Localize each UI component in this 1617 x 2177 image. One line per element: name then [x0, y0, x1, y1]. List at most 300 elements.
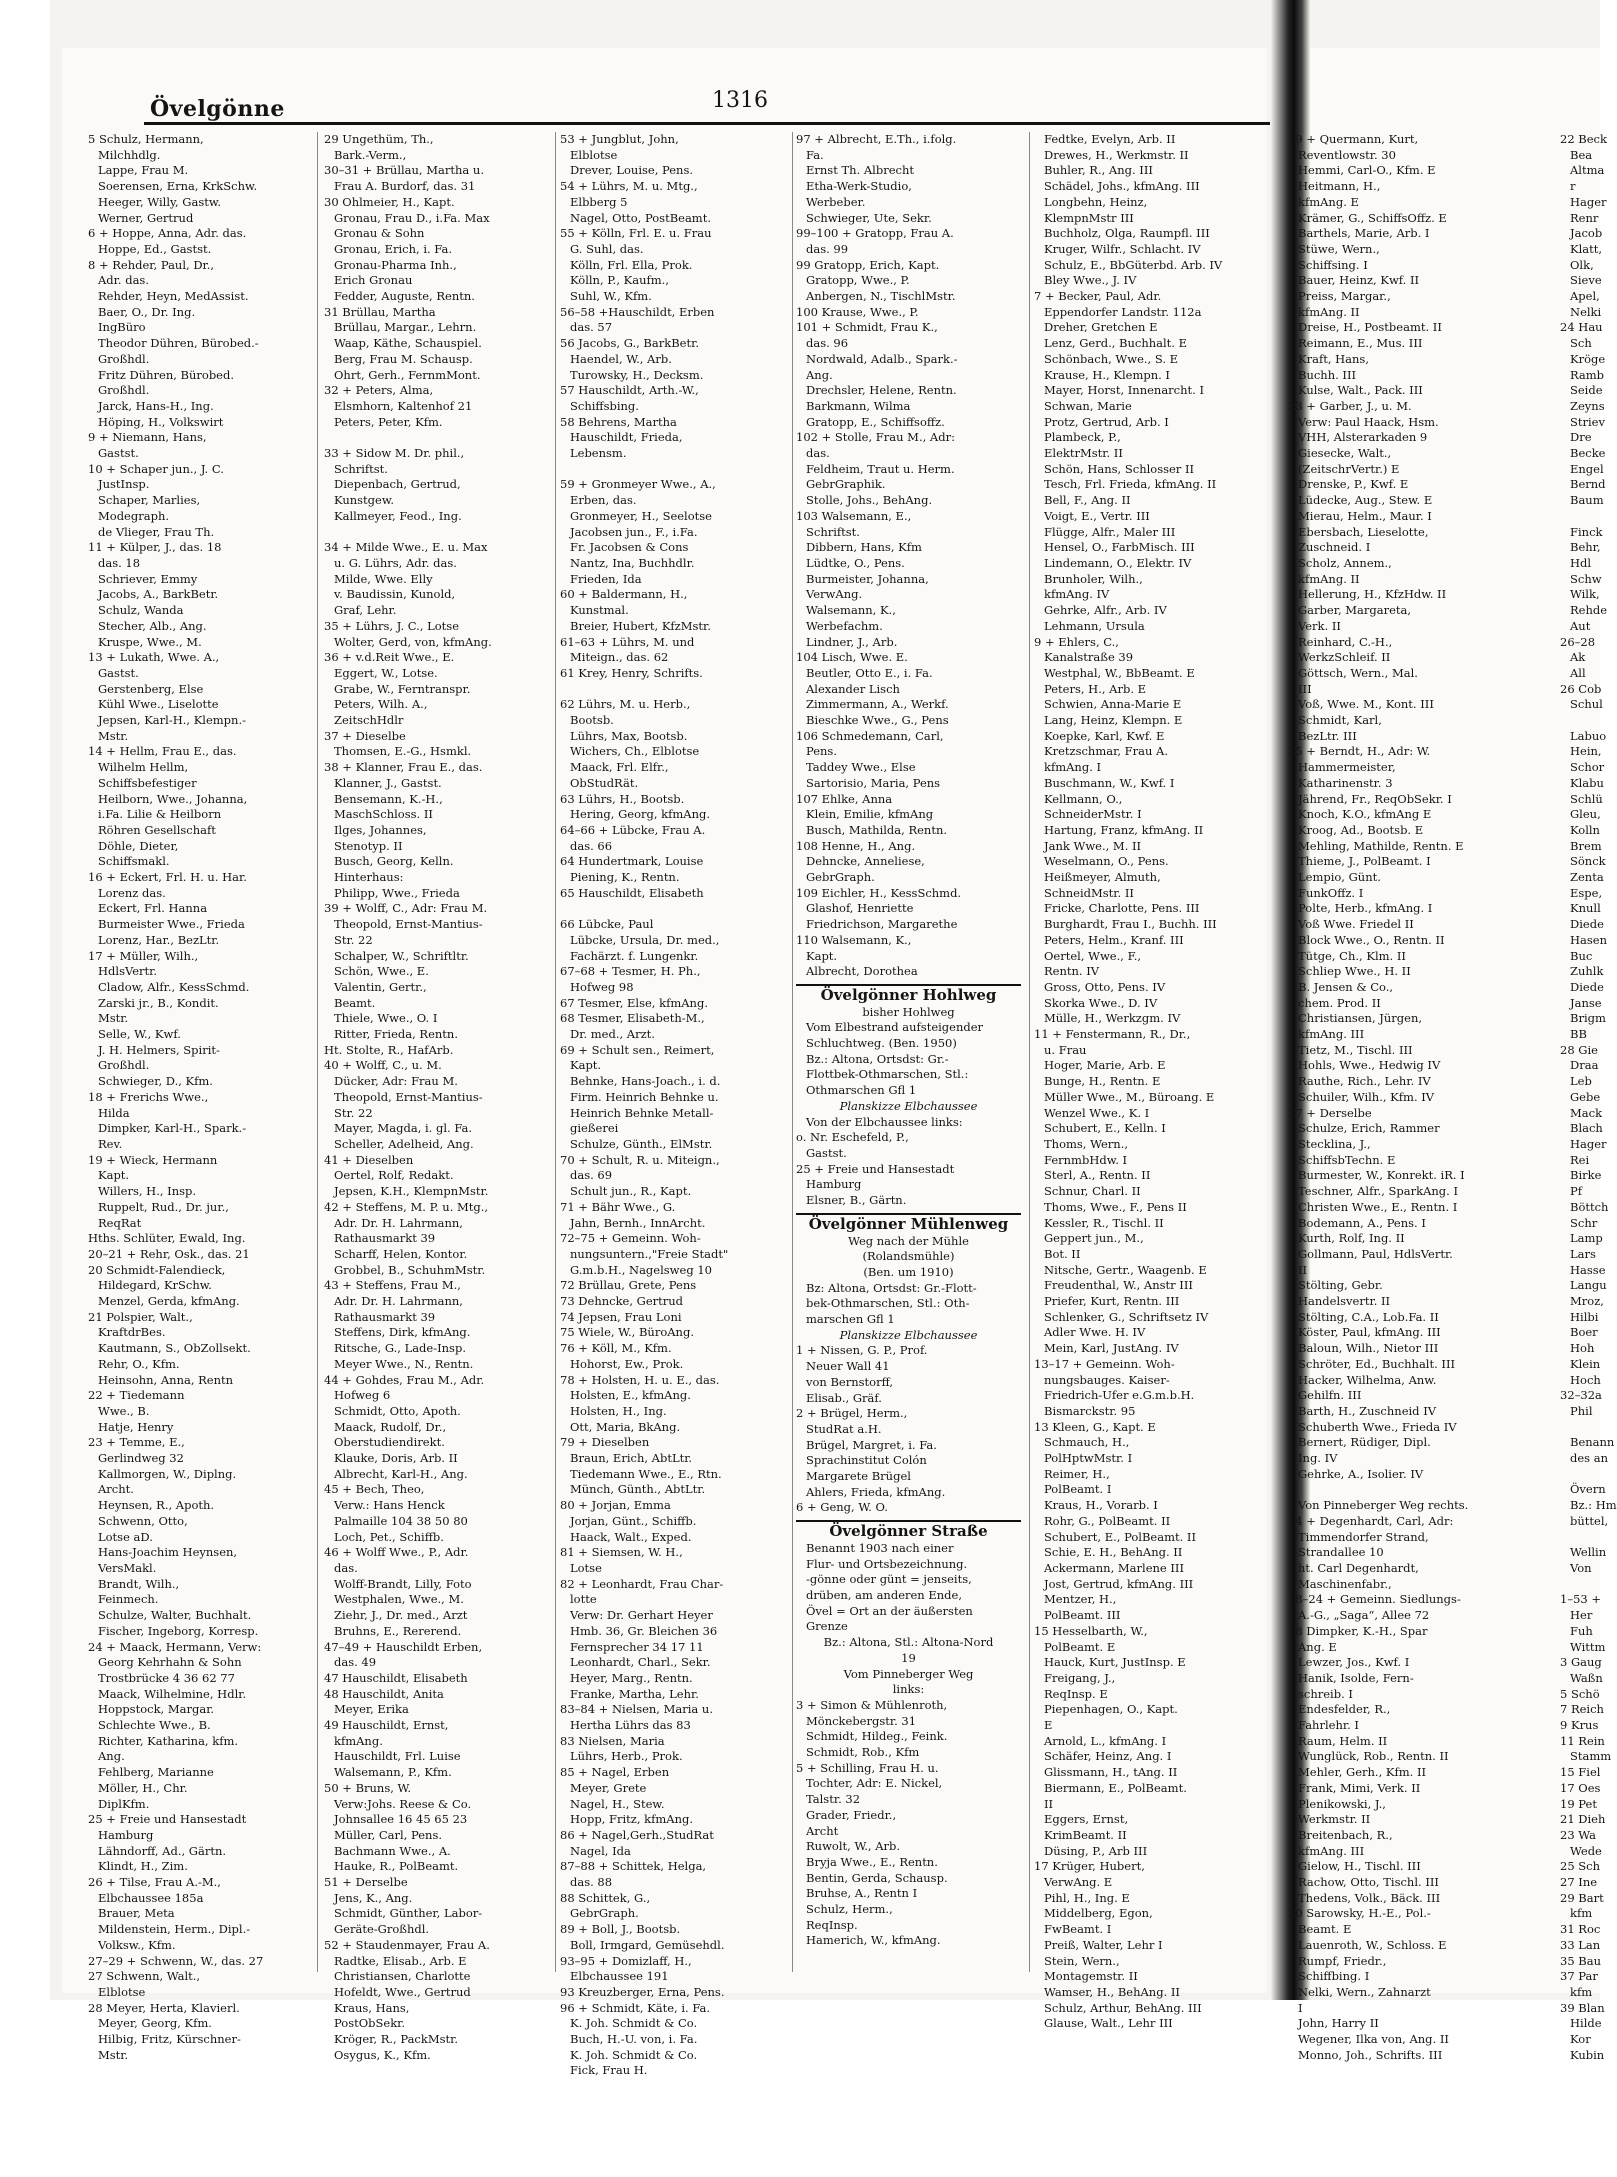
directory-line: 19 Pet	[1560, 1796, 1597, 1811]
directory-line: 45 + Bech, Theo,	[324, 1482, 425, 1497]
directory-line: Dr. med., Arzt.	[570, 1027, 655, 1042]
directory-line: Ohrt, Gerh., FernmMont.	[334, 367, 481, 382]
directory-line: Westphal, W., BbBeamt. E	[1044, 665, 1195, 680]
directory-line: 11 + Külper, J., das. 18	[88, 540, 222, 555]
directory-line: Schiffbing. I	[1298, 1969, 1370, 1984]
directory-line: WerkzSchleif. II	[1298, 650, 1391, 665]
directory-line: Beamt.	[334, 995, 376, 1010]
directory-line: VHH, Alsterarkaden 9	[1298, 430, 1428, 445]
directory-line: FwBeamt. I	[1044, 1922, 1112, 1937]
directory-line: Wichers, Ch., Elblotse	[570, 744, 700, 759]
directory-line: Flur- und Ortsbezeichnung.	[806, 1556, 968, 1571]
directory-line: Mstr.	[98, 728, 129, 743]
directory-line: VersMakl.	[98, 1560, 157, 1575]
directory-line: 97 + Albrecht, E.Th., i.folg.	[796, 132, 957, 146]
directory-line: Gross, Otto, Pens. IV	[1044, 979, 1166, 994]
directory-line: Gastst.	[98, 665, 139, 680]
directory-line: u. G. Lührs, Adr. das.	[334, 555, 457, 570]
directory-line: 20 Sarowsky, H.-E., Pol.-	[1288, 1906, 1431, 1921]
directory-line: Hoppstock, Margar.	[98, 1702, 215, 1717]
directory-line: Block Wwe., O., Rentn. II	[1298, 932, 1445, 947]
directory-line: Ritsche, G., Lade-Insp.	[334, 1341, 466, 1356]
directory-line: Schriever, Emmy	[98, 571, 198, 586]
directory-line: das. 99	[806, 241, 849, 256]
directory-line: Stölting, C.A., Lob.Fa. II	[1298, 1309, 1439, 1324]
directory-line: SchneiderMstr. I	[1044, 807, 1142, 822]
directory-line: Buchh. III	[1298, 367, 1357, 382]
directory-line: Lorenz, Har., BezLtr.	[98, 932, 220, 947]
directory-line: Haack, Walt., Exped.	[570, 1529, 692, 1544]
directory-line: Brigm	[1570, 1011, 1606, 1026]
directory-line: Kubin	[1570, 2047, 1605, 2062]
directory-line: Zeyns	[1570, 398, 1605, 413]
directory-line: kfmAng. E	[1298, 194, 1359, 209]
directory-line: 101 + Schmidt, Frau K.,	[796, 320, 938, 335]
directory-line: Lempio, Günt.	[1298, 870, 1381, 885]
directory-line: lotte	[570, 1592, 597, 1607]
directory-line: gießerei	[570, 1121, 619, 1136]
directory-line: Bernd	[1570, 477, 1606, 492]
directory-line: 52 + Staudenmayer, Frau A.	[324, 1937, 490, 1952]
directory-line: Mstr.	[98, 2047, 129, 2062]
directory-line: Thieme, J., PolBeamt. I	[1298, 854, 1431, 869]
directory-line: Werbeber.	[806, 194, 866, 209]
directory-line: Schubert, E., PolBeamt. II	[1044, 1529, 1196, 1544]
directory-line: Cladow, Alfr., KessSchmd.	[98, 979, 250, 994]
directory-line: Tiedemann Wwe., E., Rtn.	[570, 1466, 722, 1481]
directory-line: Rachow, Otto, Tischl. III	[1298, 1875, 1439, 1890]
directory-line: Schuiler, Wilh., Kfm. IV	[1298, 1089, 1435, 1104]
directory-line: Lorenz das.	[98, 885, 166, 900]
street-section-title: Övelgönner Hohlweg	[796, 984, 1021, 1004]
directory-page	[62, 48, 1267, 2078]
directory-line: Hohls, Wwe., Hedwig IV	[1298, 1058, 1441, 1073]
column-divider	[317, 132, 318, 1972]
directory-line: Gollmann, Paul, HdlsVertr.	[1298, 1246, 1453, 1261]
directory-line: Frau A. Burdorf, das. 31	[334, 179, 476, 194]
directory-line: Weselmann, O., Pens.	[1044, 854, 1169, 869]
directory-line: Schliep Wwe., H. II	[1298, 964, 1411, 979]
directory-line: Hellerung, H., KfzHdw. II	[1298, 587, 1447, 602]
directory-line: (ZeitschrVertr.) E	[1298, 461, 1400, 476]
directory-line: 17 Krüger, Hubert,	[1034, 1859, 1145, 1874]
directory-line: 76 + Köll, M., Kfm.	[560, 1341, 672, 1356]
directory-line: bek-Othmarschen, Stl.: Oth-	[806, 1296, 970, 1311]
directory-line: Stamm	[1570, 1749, 1612, 1764]
directory-line: Jepsen, Karl-H., Klempn.-	[98, 713, 246, 728]
directory-line: Mstr.	[98, 1011, 129, 1026]
directory-line: Giesecke, Walt.,	[1298, 446, 1392, 461]
directory-line: Oertel, Rolf, Redakt.	[334, 1168, 454, 1183]
directory-line: Maack, Rudolf, Dr.,	[334, 1419, 447, 1434]
directory-line: Bz.: Altona, Ortsdst: Gr.-	[806, 1051, 949, 1066]
directory-line: Fischer, Ingeborg, Korresp.	[98, 1623, 259, 1638]
directory-line: Pihl, H., Ing. E	[1044, 1890, 1130, 1905]
directory-line: Gastst.	[98, 446, 139, 461]
directory-line: Lang, Heinz, Klempn. E	[1044, 713, 1183, 728]
directory-line: Ritter, Frieda, Rentn.	[334, 1027, 458, 1042]
directory-line: Voigt, E., Vertr. III	[1044, 508, 1150, 523]
directory-line: Fick, Frau H.	[570, 2063, 648, 2078]
directory-line: Klabu	[1570, 775, 1604, 790]
directory-line: Schulze, Erich, Rammer	[1298, 1121, 1440, 1136]
directory-line: Lappe, Frau M.	[98, 163, 189, 178]
directory-line: Schmidt, Hildeg., Feink.	[806, 1729, 948, 1744]
directory-line: Glissmann, H., tAng. II	[1044, 1765, 1178, 1780]
directory-line: Gielow, H., Tischl. III	[1298, 1859, 1421, 1874]
directory-line: 27 + Derselbe	[1288, 1105, 1372, 1120]
directory-line: Jacob	[1570, 226, 1603, 241]
directory-line: Planskizze Elbchaussee	[839, 1098, 978, 1113]
directory-line: Etha-Werk-Studio,	[806, 179, 912, 194]
directory-line: Espe,	[1570, 885, 1603, 900]
directory-line: Philipp, Wwe., Frieda	[334, 885, 460, 900]
directory-line: Langu	[1570, 1278, 1607, 1293]
directory-line: IngBüro	[98, 320, 146, 335]
directory-line: Willers, H., Insp.	[98, 1184, 197, 1199]
directory-line: Finck	[1570, 524, 1603, 539]
directory-line: Lührs, Max, Bootsb.	[570, 728, 688, 743]
directory-line: Buc	[1570, 948, 1593, 963]
directory-line: Albrecht, Dorothea	[806, 964, 918, 979]
directory-line: Tütge, Ch., Klm. II	[1298, 948, 1406, 963]
directory-line: Longbehn, Heinz,	[1044, 194, 1148, 209]
directory-line: Wegener, Ilka von, Ang. II	[1298, 2032, 1449, 2047]
directory-line: Tesch, Frl. Frieda, kfmAng. II	[1044, 477, 1217, 492]
directory-line: Grobbel, B., SchuhmMstr.	[334, 1262, 486, 1277]
directory-line: 32–32a	[1560, 1388, 1602, 1403]
directory-line: Christen Wwe., E., Rentn. I	[1298, 1199, 1458, 1214]
directory-line: Hertha Lührs das 83	[570, 1718, 691, 1733]
directory-line: Gronau & Sohn	[334, 226, 425, 241]
directory-line: Adler Wwe. H. IV	[1044, 1325, 1146, 1340]
directory-line: Jährend, Fr., ReqObSekr. I	[1298, 791, 1452, 806]
directory-line: Oberstudiendirekt.	[334, 1435, 445, 1450]
directory-line: Rentn. IV	[1044, 964, 1100, 979]
directory-line: Eggert, W., Lotse.	[334, 665, 438, 680]
directory-line: Wenzel Wwe., K. I	[1044, 1105, 1150, 1120]
directory-line: 21 Dieh	[1560, 1812, 1606, 1827]
directory-line: 29 Bart	[1560, 1890, 1604, 1905]
directory-line: 51 + Derselbe	[324, 1875, 408, 1890]
directory-line: Weg nach der Mühle	[848, 1233, 969, 1248]
directory-line: Schädel, Johs., kfmAng. III	[1044, 179, 1200, 194]
directory-line: Benann	[1570, 1435, 1615, 1450]
directory-line: Kapt.	[570, 1058, 602, 1073]
directory-line: John, Harry II	[1298, 2016, 1379, 2031]
directory-line: Hering, Georg, kfmAng.	[570, 807, 711, 822]
directory-line: Göttsch, Wern., Mal.	[1298, 665, 1418, 680]
directory-line: 107 Ehlke, Anna	[796, 791, 893, 806]
directory-line: Gratopp, Wwe., P.	[806, 273, 910, 288]
directory-line: Verw.: Hans Henck	[334, 1498, 445, 1513]
directory-column-2	[324, 132, 549, 2063]
directory-line: 22 + Tiedemann	[88, 1388, 185, 1403]
directory-line: Hanik, Isolde, Fern-	[1298, 1670, 1414, 1685]
directory-line: Albrecht, Karl-H., Ang.	[334, 1466, 468, 1481]
directory-line: Rathausmarkt 39	[334, 1309, 436, 1324]
directory-line: 96 + Schmidt, Käte, i. Fa.	[560, 2000, 711, 2015]
directory-line: Gerstenberg, Else	[98, 681, 204, 696]
directory-line: Brunholer, Wilh.,	[1044, 571, 1143, 586]
directory-line: Gratopp, E., Schiffsoffz.	[806, 414, 945, 429]
directory-line: Wolff-Brandt, Lilly, Foto	[334, 1576, 472, 1591]
directory-line: Hmb. 36, Gr. Bleichen 36	[570, 1623, 718, 1638]
directory-line: 75 Wiele, W., BüroAng.	[560, 1325, 694, 1340]
directory-line	[1560, 713, 1600, 729]
directory-line: Schmidt, Günther, Labor-	[334, 1906, 483, 1921]
directory-line: K. Joh. Schmidt & Co.	[570, 2047, 698, 2062]
directory-line: das.	[334, 1560, 358, 1575]
directory-line: Elbberg 5	[570, 194, 628, 209]
directory-line: Sterl, A., Rentn. II	[1044, 1168, 1151, 1183]
directory-line: Jepsen, K.H., KlempnMstr.	[334, 1184, 489, 1199]
directory-line: Heeger, Willy, Gastw.	[98, 194, 221, 209]
directory-line: Elisab., Gräf.	[806, 1390, 882, 1405]
directory-line: 37 Par	[1560, 1969, 1598, 1984]
directory-line: Mehler, Gerh., Kfm. II	[1298, 1765, 1427, 1780]
directory-line: Knoch, K.O., kfmAng E	[1298, 807, 1432, 822]
directory-line: Boll, Irmgard, Gemüsehdl.	[570, 1937, 725, 1952]
directory-line: 89 + Boll, J., Bootsb.	[560, 1922, 681, 1937]
directory-line: Mönckebergstr. 31	[806, 1713, 917, 1728]
directory-line: 62 Lührs, M. u. Herb.,	[560, 697, 691, 712]
directory-line: Lotse	[570, 1560, 602, 1575]
directory-line: Adr. das.	[98, 273, 149, 288]
column-divider	[1029, 132, 1030, 1972]
directory-line: Schröter, Ed., Buchhalt. III	[1298, 1356, 1456, 1371]
directory-line: Kroog, Ad., Bootsb. E	[1298, 822, 1424, 837]
directory-line: das. 96	[806, 336, 849, 351]
directory-line: Mehling, Mathilde, Rentn. E	[1298, 838, 1464, 853]
directory-line: Lührs, Herb., Prok.	[570, 1749, 683, 1764]
directory-line: Drenske, P., Kwf. E	[1298, 477, 1409, 492]
directory-line: Zenta	[1570, 870, 1604, 885]
directory-line: Lindemann, O., Elektr. IV	[1044, 555, 1192, 570]
directory-line: i.Fa. Lilie & Heilborn	[98, 807, 222, 822]
directory-line: Margarete Brügel	[806, 1469, 911, 1484]
directory-line: 6 + Hoppe, Anna, Adr. das.	[88, 226, 247, 241]
directory-line: Beamt. E	[1298, 1922, 1352, 1937]
directory-line: Monno, Joh., Schrifts. III	[1298, 2047, 1443, 2062]
directory-line: Menzel, Gerda, kfmAng.	[98, 1294, 240, 1309]
directory-line: Lars	[1570, 1246, 1596, 1261]
directory-line: Palmaille 104 38 50 80	[334, 1513, 468, 1528]
street-section-title: Övelgönner Mühlenweg	[796, 1213, 1021, 1233]
page-number: 1316	[712, 88, 768, 113]
directory-line: Ziehr, J., Dr. med., Arzt	[334, 1608, 468, 1623]
directory-line: Endesfelder, R.,	[1298, 1702, 1391, 1717]
directory-line: Bark.-Verm.,	[334, 147, 407, 162]
directory-line: Schlü	[1570, 791, 1603, 806]
directory-line: Gehrke, A., Isolier. IV	[1298, 1466, 1424, 1481]
directory-line: Feldheim, Traut u. Herm.	[806, 461, 955, 476]
directory-line: ElektrMstr. II	[1044, 446, 1123, 461]
directory-line: Klindt, H., Zim.	[98, 1859, 188, 1874]
directory-line: 63 Lührs, H., Bootsb.	[560, 791, 685, 806]
directory-line: Schiffsbefestiger	[98, 775, 197, 790]
directory-line: Schmidt, Otto, Apoth.	[334, 1403, 461, 1418]
directory-line: Str. 22	[334, 932, 373, 947]
directory-line: Stecklina, J.,	[1298, 1137, 1371, 1151]
directory-line: 28 Meyer, Herta, Klavierl.	[88, 2000, 240, 2015]
directory-line: Schmidt, Rob., Kfm	[806, 1745, 920, 1760]
directory-line: 30 Ohlmeier, H., Kapt.	[324, 194, 455, 209]
directory-line: Mentzer, H.,	[1044, 1592, 1117, 1607]
directory-line: das. 18	[98, 555, 141, 570]
directory-line: Von der Elbchaussee links:	[806, 1114, 963, 1129]
directory-line: Str. 22	[334, 1105, 373, 1120]
directory-line: Zimmermann, A., Werkf.	[806, 697, 949, 712]
directory-line: VerwAng. E	[1044, 1875, 1113, 1890]
directory-line: Hoppe, Ed., Gastst.	[98, 241, 212, 256]
directory-line: 23 + Temme, E.,	[88, 1435, 185, 1450]
directory-line: Von	[1570, 1560, 1592, 1575]
directory-line: Diede	[1570, 917, 1604, 932]
directory-line: Reinhard, C.-H.,	[1298, 634, 1393, 649]
directory-line: Archt	[806, 1823, 839, 1838]
directory-line: Nordwald, Adalb., Spark.-	[806, 351, 958, 366]
directory-line: 5 Schulz, Hermann,	[88, 132, 204, 146]
directory-line: Wunglück, Rob., Rentn. II	[1298, 1749, 1449, 1764]
directory-line: Peters, H., Arb. E	[1044, 681, 1147, 696]
directory-line: 13 Kleen, G., Kapt. E	[1034, 1419, 1156, 1434]
directory-line: Hths. Schlüter, Ewald, Ing.	[88, 1231, 246, 1246]
directory-line: 104 Lisch, Wwe. E.	[796, 650, 908, 665]
directory-line: Lähndorff, Ad., Gärtn.	[98, 1843, 227, 1858]
directory-line: Hofeldt, Wwe., Gertrud	[334, 1984, 471, 1999]
directory-line: Maack, Frl. Elfr.,	[570, 760, 669, 775]
directory-line: Hauke, R., PolBeamt.	[334, 1859, 459, 1874]
directory-line: 27 Schwenn, Walt.,	[88, 1969, 201, 1984]
directory-line: Preiß, Walter, Lehr I	[1044, 1937, 1163, 1952]
directory-line: Trostbrücke 4 36 62 77	[98, 1670, 235, 1685]
directory-line: Rei	[1570, 1152, 1590, 1167]
street-header: Övelgönne	[150, 96, 285, 122]
directory-line: ReqRat	[98, 1215, 142, 1230]
directory-line: 66 Lübcke, Paul	[560, 917, 654, 932]
directory-line: Jost, Gertrud, kfmAng. III	[1044, 1576, 1194, 1591]
directory-line: Münch, Günth., AbtLtr.	[570, 1482, 706, 1497]
directory-line: Haendel, W., Arb.	[570, 351, 672, 366]
directory-line: 14 + Degenhardt, Carl, Adr:	[1288, 1513, 1454, 1528]
directory-line: Drewes, H., Werkmstr. II	[1044, 147, 1189, 162]
directory-line: Barkmann, Wilma	[806, 398, 911, 413]
directory-line: des an	[1570, 1451, 1608, 1466]
directory-line: Lotse aD.	[98, 1529, 153, 1544]
directory-line: 20–21 + Rehr, Osk., das. 21	[88, 1246, 250, 1261]
directory-line: Grenze	[806, 1619, 848, 1634]
directory-line: Schr	[1570, 1215, 1598, 1230]
directory-line	[1560, 509, 1600, 525]
directory-line: Adr. Dr. H. Lahrmann,	[334, 1294, 463, 1309]
directory-line: -gönne oder günt = jenseits,	[806, 1572, 972, 1587]
directory-line: DiplKfm.	[98, 1796, 150, 1811]
directory-line: Aut	[1570, 618, 1591, 633]
directory-line: Dreise, H., Postbeamt. II	[1298, 320, 1442, 335]
directory-line: 99 Gratopp, Erich, Kapt.	[796, 257, 940, 272]
directory-line: 83–84 + Nielsen, Maria u.	[560, 1702, 713, 1717]
directory-line: Reimer, H.,	[1044, 1466, 1110, 1481]
directory-line	[1560, 1420, 1600, 1436]
directory-line: Arnold, L., kfmAng. I	[1044, 1733, 1167, 1748]
directory-line: 42 + Steffens, M. P. u. Mtg.,	[324, 1199, 489, 1214]
directory-line: Protz, Gertrud, Arb. I	[1044, 414, 1169, 429]
directory-line: FunkOffz. I	[1298, 885, 1364, 900]
directory-line: Ang. E	[1298, 1639, 1337, 1654]
directory-line: Dücker, Adr: Frau M.	[334, 1074, 458, 1089]
directory-line: Geräte-Großhdl.	[334, 1922, 430, 1937]
directory-line: SchneidMstr. II	[1044, 885, 1134, 900]
directory-line: Becke	[1570, 446, 1606, 461]
directory-line: Friedrich-Ufer e.G.m.b.H.	[1044, 1388, 1195, 1403]
directory-line: Graf, Lehr.	[334, 603, 397, 618]
directory-line: 17 Oes	[1560, 1780, 1601, 1795]
directory-line: Leb	[1570, 1074, 1592, 1089]
directory-line: Wolter, Gerd, von, kfmAng.	[334, 634, 492, 649]
directory-line: Hamburg	[98, 1827, 154, 1842]
directory-line: 67–68 + Tesmer, H. Ph.,	[560, 964, 701, 979]
directory-line: Schluchtweg. (Ben. 1950)	[806, 1036, 957, 1051]
directory-line: Garber, Margareta,	[1298, 603, 1412, 618]
directory-line: 99–100 + Gratopp, Frau A.	[796, 226, 954, 241]
directory-line: Lindner, J., Arb.	[806, 634, 898, 649]
directory-line: Ruppelt, Rud., Dr. jur.,	[98, 1199, 229, 1214]
directory-line: Nelki, Wern., Zahnarzt	[1298, 1984, 1431, 1999]
directory-line: 20 Schmidt-Falendieck,	[88, 1262, 226, 1277]
directory-line: u. Frau	[1044, 1042, 1087, 1057]
directory-line: Hacker, Wilhelma, Anw.	[1298, 1372, 1437, 1387]
directory-line: Bismarckstr. 95	[1044, 1403, 1136, 1418]
directory-line: II	[1298, 1262, 1308, 1277]
directory-line: 40 + Wolff, C., u. M.	[324, 1058, 442, 1073]
directory-line: Reventlowstr. 30	[1298, 147, 1396, 162]
directory-line: Nelki	[1570, 304, 1602, 319]
directory-line: nungsuntern.,"Freie Stadt"	[570, 1246, 729, 1261]
directory-line: 44 + Gohdes, Frau M., Adr.	[324, 1372, 485, 1387]
directory-line: Westphalen, Wwe., M.	[334, 1592, 464, 1607]
directory-line: 83 Nielsen, Maria	[560, 1733, 665, 1748]
directory-line: Dehncke, Anneliese,	[806, 854, 925, 869]
directory-line: Behr,	[1570, 540, 1601, 555]
directory-line: Oertel, Wwe., F.,	[1044, 948, 1142, 963]
directory-line: Mildenstein, Herm., Dipl.-	[98, 1922, 251, 1937]
directory-line: Heinrich Behnke Metall-	[570, 1105, 714, 1120]
directory-line: Boer	[1570, 1325, 1598, 1340]
directory-line: 3 + Simon & Mühlenroth,	[796, 1697, 948, 1712]
directory-line: GebrGraph.	[806, 870, 875, 885]
directory-line: Heinsohn, Anna, Rentn	[98, 1372, 234, 1387]
directory-line: Plambeck, P.,	[1044, 430, 1121, 445]
directory-line: 68 Tesmer, Elisabeth-M.,	[560, 1011, 705, 1026]
directory-line: Hager	[1570, 194, 1607, 209]
directory-line: Altma	[1570, 163, 1605, 178]
directory-line: KrimBeamt. II	[1044, 1827, 1127, 1842]
directory-line: Großhdl.	[98, 1058, 150, 1073]
next-page-edge	[1560, 48, 1617, 2062]
directory-line: 27 Ine	[1560, 1875, 1598, 1890]
directory-line: Breier, Hubert, KfzMstr.	[570, 618, 711, 633]
directory-line: Hilbig, Fritz, Kürschner-	[98, 2032, 241, 2047]
directory-line: Meyer, Erika	[334, 1702, 409, 1717]
directory-line: Bruhns, E., Rererend.	[334, 1623, 462, 1638]
directory-line: 22 Beck	[1560, 132, 1607, 146]
directory-line: Mayer, Magda, i. gl. Fa.	[334, 1121, 473, 1136]
directory-line: Walsemann, P., Kfm.	[334, 1765, 452, 1780]
directory-line: 9 + Niemann, Hans,	[88, 430, 207, 445]
directory-line: 108 Henne, H., Ang.	[796, 838, 916, 853]
directory-line: das. 57	[570, 320, 613, 335]
